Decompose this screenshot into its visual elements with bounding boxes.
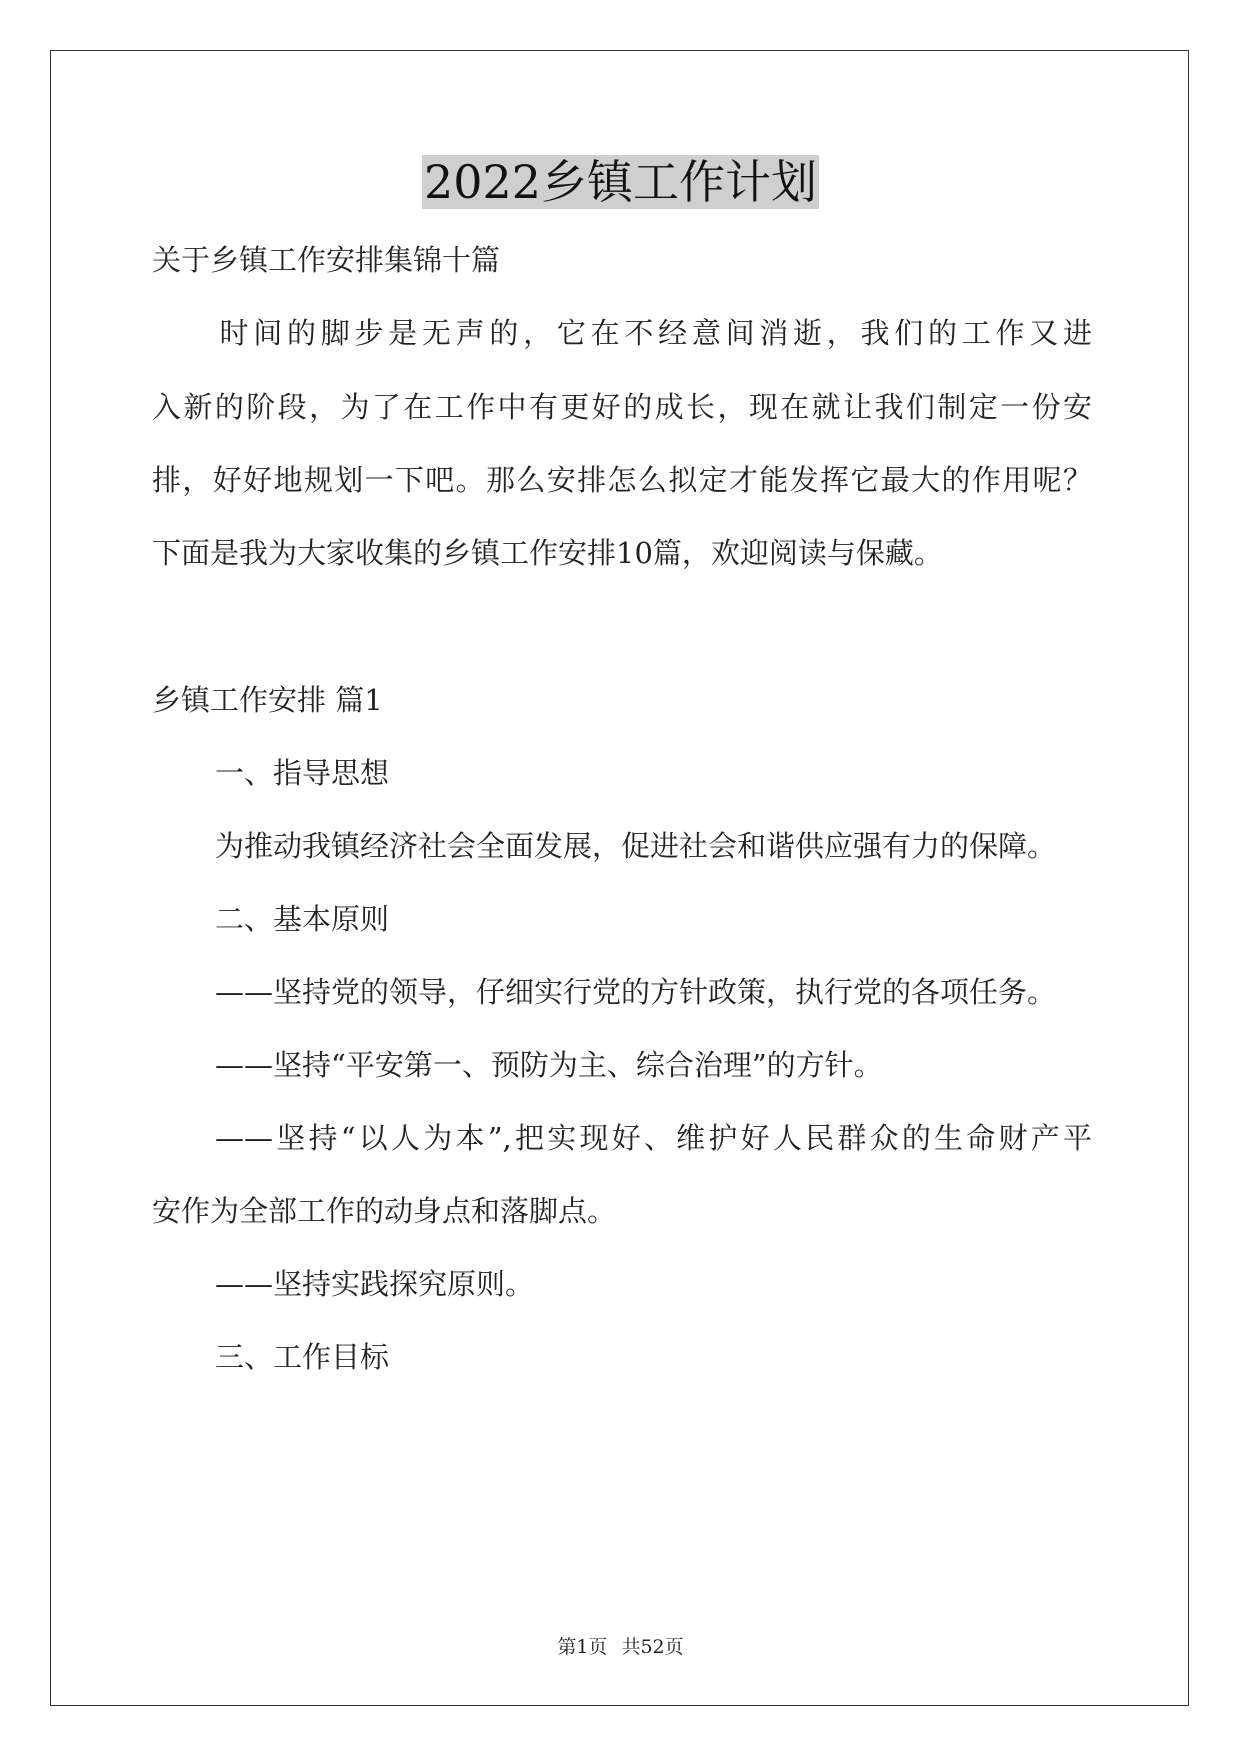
principle-line: ——坚持党的领导，仔细实行党的方针政策，执行党的各项任务。 [215,975,1057,1009]
section-heading: 乡镇工作安排 篇1 [152,683,383,717]
page-number-total: 共52页 [621,1636,684,1658]
subtitle: 关于乡镇工作安排集锦十篇 [152,243,501,277]
page-footer [0,1632,1241,1659]
page-border [50,50,1189,1706]
intro-line-4: 下面是我为大家收集的乡镇工作安排10篇，欢迎阅读与保藏。 [152,536,943,570]
principle-line: ——坚持“平安第一、预防为主、综合治理”的方针。 [215,1048,883,1082]
principle-line-continued: 安作为全部工作的动身点和落脚点。 [152,1194,617,1228]
page-number-current: 第1页 [557,1636,608,1658]
intro-line-1: 时间的脚步是无声的，它在不经意间消逝，我们的工作又进 [152,316,1092,350]
principle-line: ——坚持“以人为本”,把实现好、维护好人民群众的生命财产平 [215,1121,1092,1155]
intro-line-3: 排，好好地规划一下吧。那么安排怎么拟定才能发挥它最大的作用呢？ [152,463,1092,497]
document-title-text: 2022乡镇工作计划 [423,155,818,209]
heading-basic-principles: 二、基本原则 [215,902,390,936]
intro-line-2: 入新的阶段，为了在工作中有更好的成长，现在就让我们制定一份安 [152,390,1092,424]
document-title [0,150,1241,214]
heading-work-goals: 三、工作目标 [215,1340,390,1374]
heading-guiding-thought: 一、指导思想 [215,756,390,790]
paragraph-line: 为推动我镇经济社会全面发展，促进社会和谐供应强有力的保障。 [215,829,1057,863]
principle-line: ——坚持实践探究原则。 [215,1267,535,1301]
